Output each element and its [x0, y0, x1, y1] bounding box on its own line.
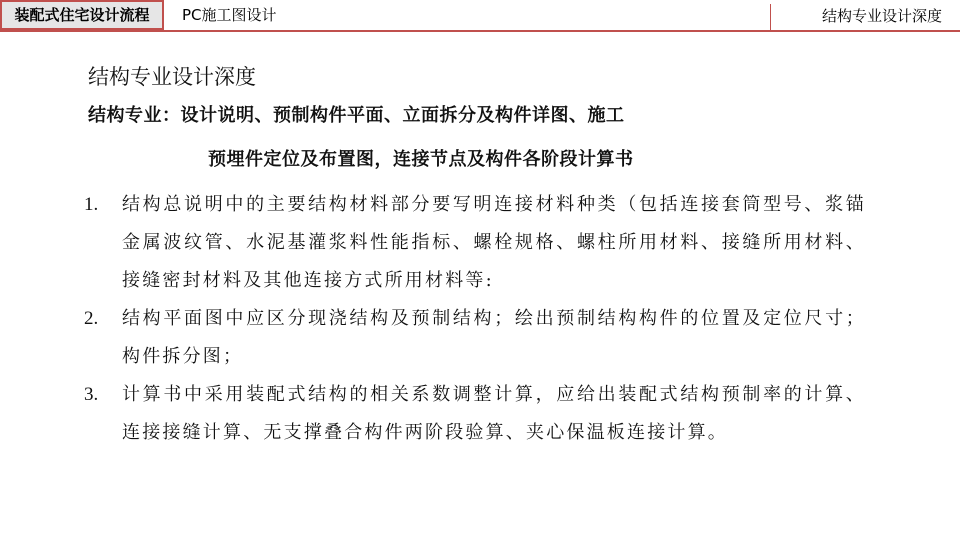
list-item-text: 计算书中采用装配式结构的相关系数调整计算，应给出装配式结构预制率的计算、连接接缝计算、无支撑叠合构件两阶段验算、夹心保温板连接计算。 [122, 384, 866, 443]
header-bar [0, 0, 960, 32]
header-divider [770, 4, 771, 30]
list-item [84, 300, 874, 376]
section-tab[interactable]: 装配式住宅设计流程 [0, 0, 164, 30]
list-item-text: 结构平面图中应区分现浇结构及预制结构；绘出预制结构构件的位置及定位尺寸；构件拆分图； [122, 308, 866, 367]
page-title: 结构专业设计深度 [88, 65, 256, 89]
list-item-number: 3. [84, 384, 99, 405]
header-subtitle: PC施工图设计 [182, 6, 277, 24]
subtitle-line-2: 预埋件定位及布置图，连接节点及构件各阶段计算书 [208, 149, 634, 170]
header-right-title: 结构专业设计深度 [821, 7, 942, 25]
list-item-text: 结构总说明中的主要结构材料部分要写明连接材料种类（包括连接套筒型号、浆锚金属波纹管、水泥基灌浆料性能指标、螺栓规格、螺柱所用材料、接缝所用材料、接缝密封材料及其他连接方式所用材料等: [122, 194, 866, 291]
requirements-list [84, 186, 874, 452]
list-item-number: 1. [84, 194, 99, 215]
subtitle-line-1: 结构专业：设计说明、预制构件平面、立面拆分及构件详图、施工 [88, 105, 625, 126]
list-item [84, 376, 874, 452]
list-item-number: 2. [84, 308, 99, 329]
list-item [84, 186, 874, 300]
